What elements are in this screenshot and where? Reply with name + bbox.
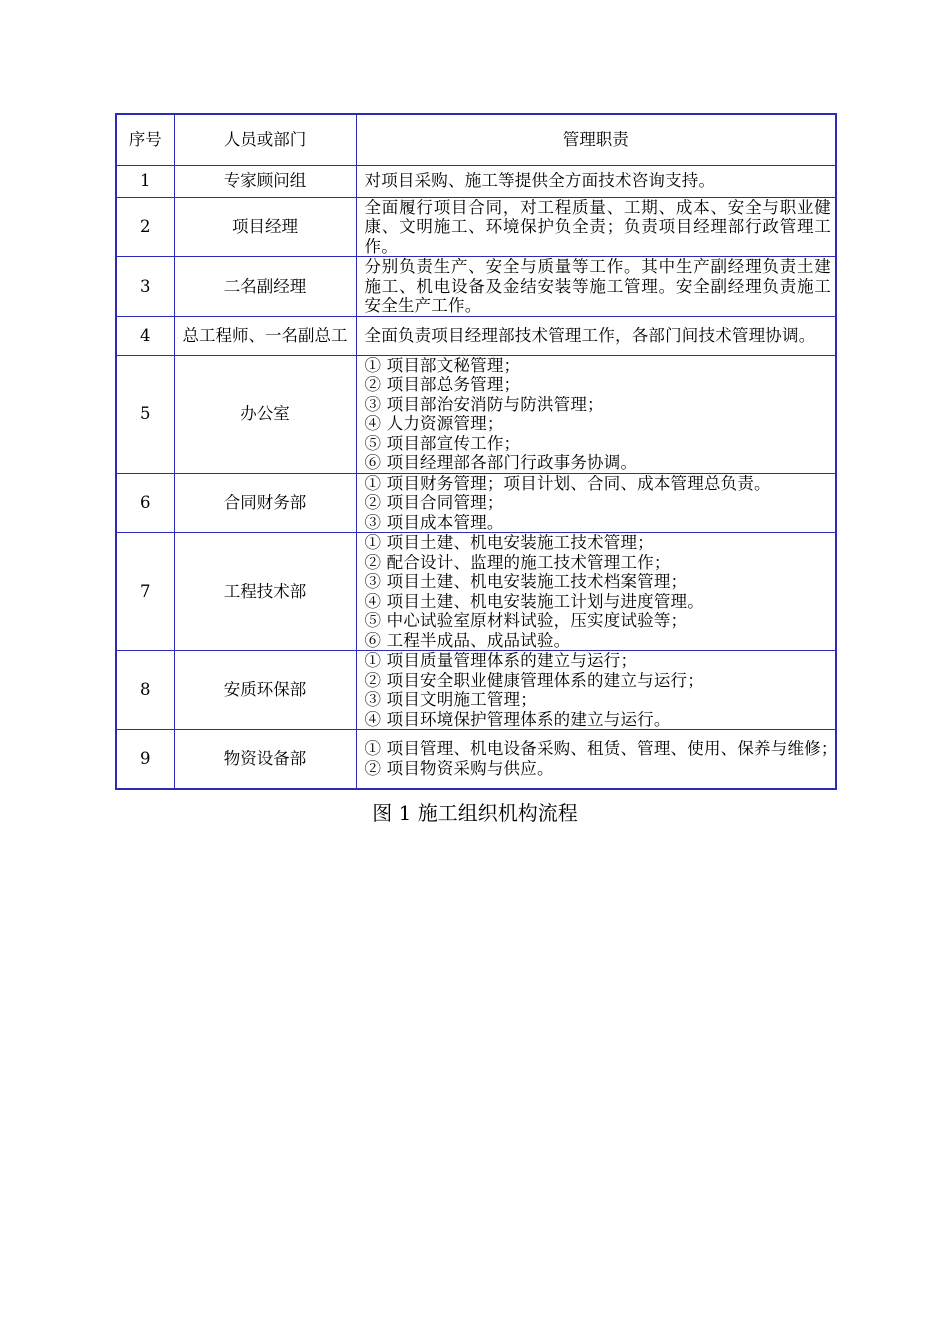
row-duty	[356, 533, 836, 651]
row-number: 3	[116, 257, 174, 317]
duty-line: ⑤ 中心试验室原材料试验，压实度试验等；	[364, 611, 688, 630]
header-dept: 人员或部门	[174, 114, 356, 165]
row-department: 总工程师、一名副总工	[174, 316, 356, 355]
duty-line: ② 项目安全职业健康管理体系的建立与运行；	[364, 670, 704, 690]
table-row	[116, 730, 836, 789]
duty-line: ① 项目质量管理体系的建立与运行；	[364, 651, 638, 670]
duty-line: 全面履行项目合同，对工程质量、工期、成本、安全与职业健康、文明施工、环境保护负全责；负责项目经理部行政管理工作。	[364, 197, 831, 256]
responsibility-table	[115, 113, 837, 790]
duty-line: ② 配合设计、监理的施工技术管理工作；	[364, 552, 671, 572]
table-row	[116, 651, 836, 730]
row-department: 安质环保部	[174, 651, 356, 730]
table-row	[116, 533, 836, 651]
table-row	[116, 355, 836, 473]
row-number: 2	[116, 197, 174, 257]
duty-line: ② 项目合同管理；	[364, 493, 504, 512]
header-no: 序号	[116, 114, 174, 165]
row-duty	[356, 651, 836, 730]
row-number: 6	[116, 473, 174, 533]
row-duty	[356, 355, 836, 473]
row-number: 5	[116, 355, 174, 473]
duty-line: ② 项目物资采购与供应。	[364, 758, 554, 778]
duty-line: ④ 人力资源管理；	[364, 414, 504, 433]
duty-line: ③ 项目成本管理。	[364, 512, 504, 532]
duty-line: ② 项目部总务管理；	[364, 375, 521, 394]
duty-line: ① 项目财务管理；项目计划、合同、成本管理总负责。	[364, 473, 771, 493]
table-body	[116, 165, 836, 789]
duty-line: ⑤ 项目部宣传工作；	[364, 433, 521, 453]
row-number: 8	[116, 651, 174, 730]
duty-line: ④ 项目环境保护管理体系的建立与运行。	[364, 709, 671, 729]
row-department: 专家顾问组	[174, 165, 356, 197]
duty-line: ③ 项目文明施工管理；	[364, 690, 537, 709]
row-duty	[356, 165, 836, 197]
duty-line: ③ 项目土建、机电安装施工技术档案管理；	[364, 572, 688, 591]
table-row	[116, 165, 836, 197]
row-duty	[356, 730, 836, 789]
table-row	[116, 316, 836, 355]
row-department: 工程技术部	[174, 533, 356, 651]
table-header-row	[116, 114, 836, 165]
row-duty	[356, 257, 836, 317]
duty-line: ① 项目部文秘管理；	[364, 355, 521, 375]
row-number: 4	[116, 316, 174, 355]
row-department: 合同财务部	[174, 473, 356, 533]
row-department: 物资设备部	[174, 730, 356, 789]
duty-line: ① 项目土建、机电安装施工技术管理；	[364, 533, 654, 552]
duty-line: 对项目采购、施工等提供全方面技术咨询支持。	[364, 171, 716, 191]
row-number: 7	[116, 533, 174, 651]
row-duty	[356, 473, 836, 533]
table-row	[116, 257, 836, 317]
row-number: 9	[116, 730, 174, 789]
row-duty	[356, 316, 836, 355]
table-row	[116, 473, 836, 533]
figure-caption: 图 1 施工组织机构流程	[372, 801, 578, 825]
row-duty	[356, 197, 836, 257]
row-department: 二名副经理	[174, 257, 356, 317]
row-department: 项目经理	[174, 197, 356, 257]
duty-line: ④ 项目土建、机电安装施工计划与进度管理。	[364, 591, 704, 611]
table-row	[116, 197, 836, 257]
duty-line: ⑥ 工程半成品、成品试验。	[364, 630, 571, 650]
duty-line: 全面负责项目经理部技术管理工作，各部门间技术管理协调。	[364, 325, 816, 345]
duty-line: ⑥ 项目经理部各部门行政事务协调。	[364, 453, 638, 472]
duty-line: ③ 项目部治安消防与防洪管理；	[364, 394, 604, 414]
row-number: 1	[116, 165, 174, 197]
duty-line: 分别负责生产、安全与质量等工作。其中生产副经理负责土建施工、机电设备及金结安装等施工管理。安全副经理负责施工安全生产工作。	[364, 257, 831, 315]
row-department: 办公室	[174, 355, 356, 473]
header-duty: 管理职责	[356, 114, 836, 165]
duty-line: ① 项目管理、机电设备采购、租赁、管理、使用、保养与维修；	[364, 739, 838, 759]
